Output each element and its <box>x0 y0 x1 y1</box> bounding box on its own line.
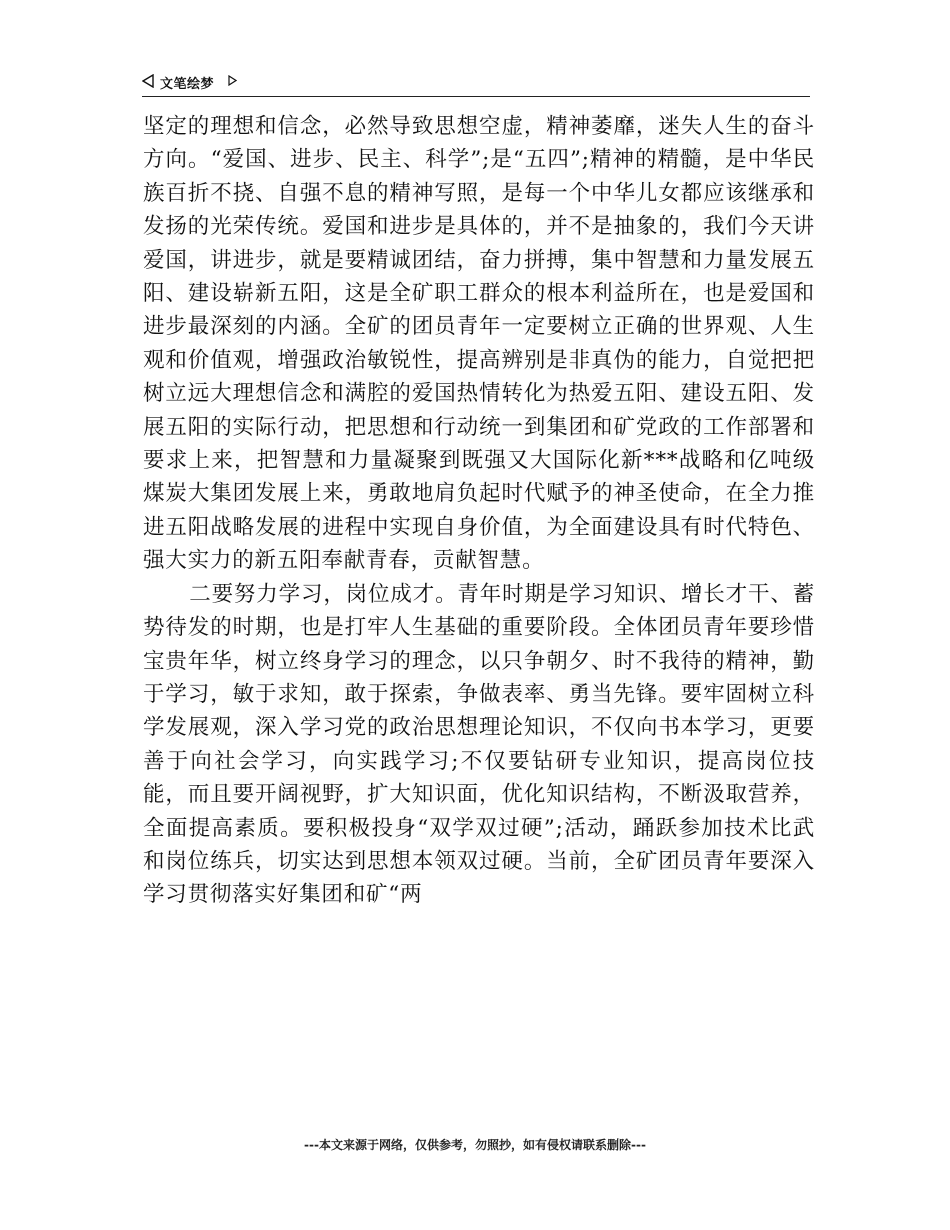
paragraph-learning: 二要努力学习，岗位成才。青年时期是学习知识、增长才干、蓄势待发的时期，也是打牢人生基础的重要阶段。全体团员青年要珍惜宝贵年华，树立终身学习的理念，以只争朝夕、时不我待的精神，勤于学习，敏于求知，敢于探索，争做表率、勇当先锋。要牢固树立科学发展观，深入学习党的政治思想理论知识，不仅向书本学习，更要善于向社会学习，向实践学习;不仅要钻研专业知识，提高岗位技能，而且要开阔视野，扩大知识面，优化知识结构，不断汲取营养，全面提高素质。要积极投身“双学双过硬”;活动，踊跃参加技术比武和岗位练兵，切实达到思想本领双过硬。当前，全矿团员青年要深入学习贯彻落实好集团和矿“两 <box>143 581 815 908</box>
header-brand: 文笔绘梦 <box>160 77 215 92</box>
document-body <box>143 110 815 912</box>
triangle-left-outline-icon <box>142 74 154 88</box>
page-header <box>142 70 810 97</box>
footer-disclaimer: ---本文来源于网络，仅供参考，勿照抄，如有侵权请联系删除--- <box>304 1138 646 1152</box>
paragraph-continued: 坚定的理想和信念，必然导致思想空虚，精神萎靡，迷失人生的奋斗方向。“爱国、进步、民主、科学”;是“五四”;精神的精髓，是中华民族百折不挠、自强不息的精神写照，是每一个中华儿女都应该继承和发扬的光荣传统。爱国和进步是具体的，并不是抽象的，我们今天讲爱国，讲进步，就是要精诚团结，奋力拼搏，集中智慧和力量发展五阳、建设崭新五阳，这是全矿职工群众的根本利益所在，也是爱国和进步最深刻的内涵。全矿的团员青年一定要树立正确的世界观、人生观和价值观，增强政治敏锐性，提高辨别是非真伪的能力，自觉把把树立远大理想信念和满腔的爱国热情转化为热爱五阳、建设五阳、发展五阳的实际行动，把思想和行动统一到集团和矿党政的工作部署和要求上来，把智慧和力量凝聚到既强又大国际化新***战略和亿吨级煤炭大集团发展上来，勇敢地肩负起时代赋予的神圣使命，在全力推进五阳战略发展的进程中实现自身价值，为全面建设具有时代特色、强大实力的新五阳奉献青春，贡献智慧。 <box>143 114 815 574</box>
triangle-right-outline-icon <box>228 75 237 86</box>
